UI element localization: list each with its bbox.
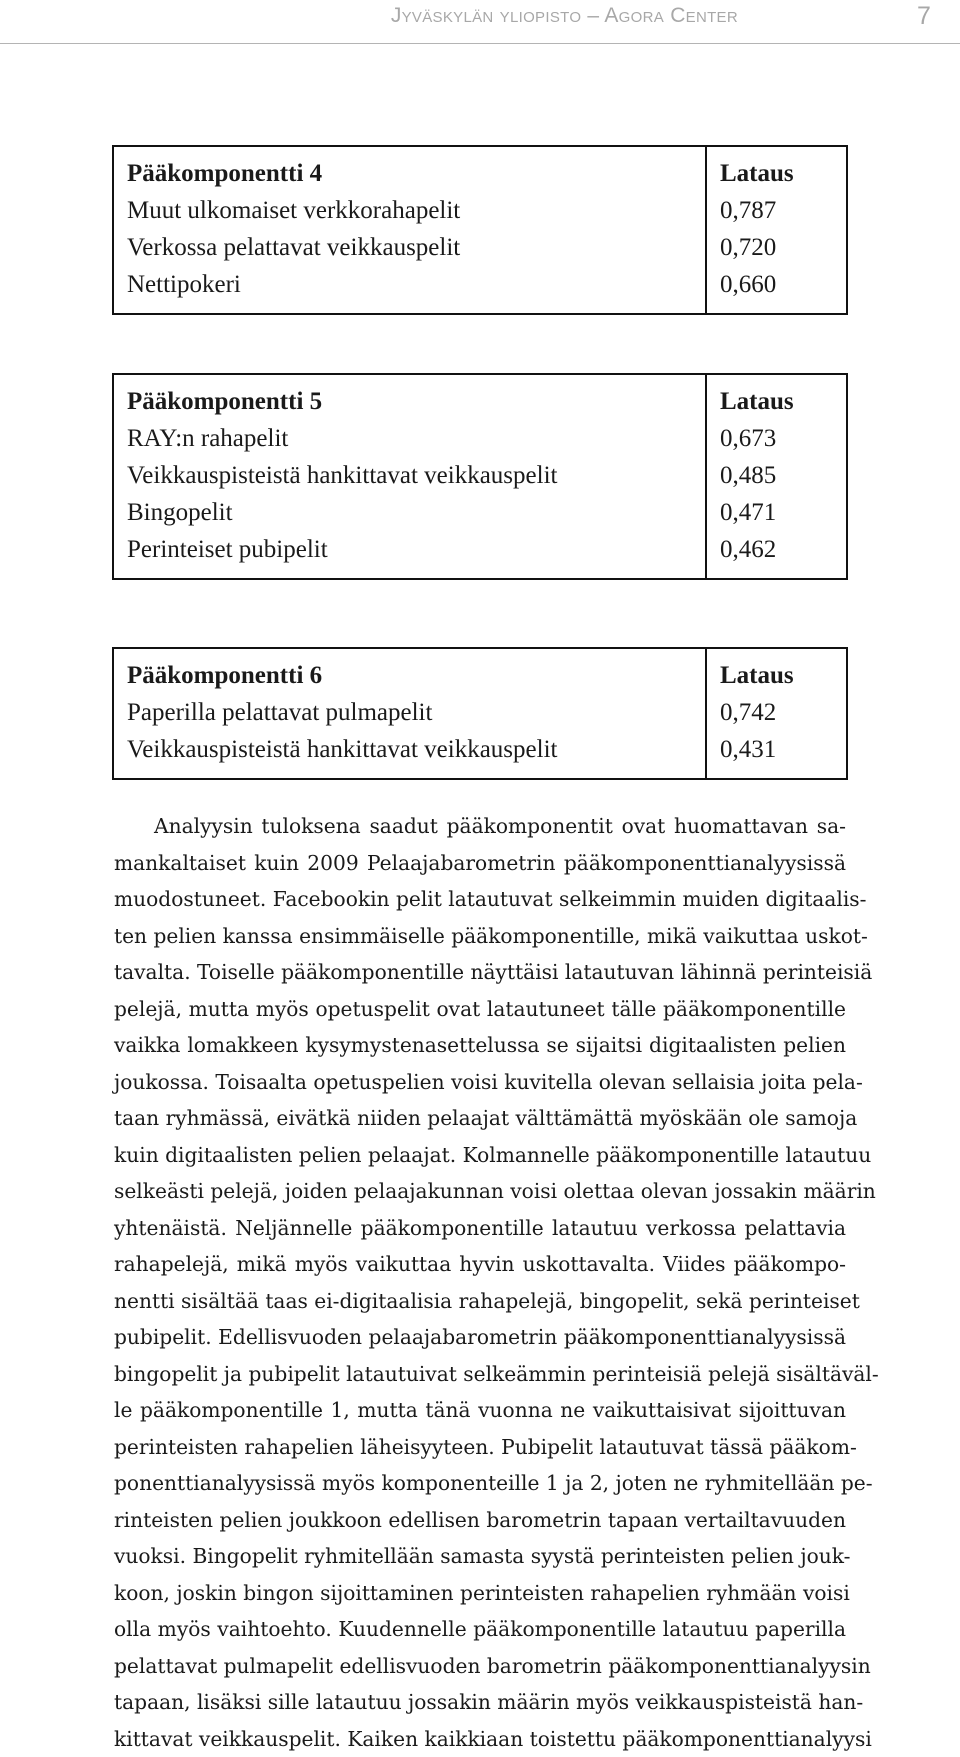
loading-heading: Lataus (706, 147, 846, 192)
text-line: ten pelien kanssa ensimmäiselle pääkomponentille, mikä vaikuttaa uskot- (114, 918, 846, 955)
text-line: bingopelit ja pubipelit latautuivat selkeämmin perinteisiä pelejä sisältäväl- (114, 1356, 846, 1393)
header-divider (0, 43, 960, 44)
table-row (114, 731, 846, 778)
text-line: yhtenäistä. Neljännelle pääkomponentille latautuu verkossa pelattavia (114, 1210, 846, 1247)
body-paragraph (114, 808, 846, 1757)
text-line: ponenttianalyysissä myös komponenteille 1 ja 2, joten ne ryhmitellään pe- (114, 1465, 846, 1502)
text-line: olla myös vaihtoehto. Kuudennelle pääkomponentille latautuu paperilla (114, 1611, 846, 1648)
running-header-title: Jyväskylän yliopisto – Agora Center (0, 4, 738, 28)
loading-cell: 0,485 (706, 457, 846, 494)
loading-cell: 0,673 (706, 420, 846, 457)
text-line: vaikka lomakkeen kysymystenasettelussa se sijaitsi digitaalisten pelien (114, 1027, 846, 1064)
table-row (114, 229, 846, 266)
component-heading: Pääkomponentti 4 (114, 147, 706, 192)
table-row (114, 192, 846, 229)
text-line: tapaan, lisäksi sille latautuu jossakin määrin myös veikkauspisteistä han- (114, 1684, 846, 1721)
text-line: mankaltaiset kuin 2009 Pelaajabarometrin pääkomponenttianalyysissä (114, 845, 846, 882)
item-cell: Muut ulkomaiset verkkorahapelit (114, 192, 706, 229)
loading-cell: 0,462 (706, 531, 846, 578)
table-row (114, 266, 846, 313)
item-cell: Bingopelit (114, 494, 706, 531)
loading-cell: 0,471 (706, 494, 846, 531)
component-5-table (114, 375, 846, 578)
text-line: kittavat veikkauspelit. Kaiken kaikkiaan toistettu pääkomponenttianalyysi (114, 1721, 846, 1757)
table-row (114, 694, 846, 731)
item-cell: Veikkauspisteistä hankittavat veikkauspelit (114, 457, 706, 494)
item-cell: RAY:n rahapelit (114, 420, 706, 457)
text-line: selkeästi pelejä, joiden pelaajakunnan voisi olettaa olevan jossakin määrin (114, 1173, 846, 1210)
item-cell: Veikkauspisteistä hankittavat veikkauspelit (114, 731, 706, 778)
text-line: koon, joskin bingon sijoittaminen perinteisten rahapelien ryhmään voisi (114, 1575, 846, 1612)
text-line: pelattavat pulmapelit edellisvuoden barometrin pääkomponenttianalyysin (114, 1648, 846, 1685)
text-line: kuin digitaalisten pelien pelaajat. Kolmannelle pääkomponentille latautuu (114, 1137, 846, 1174)
text-line: le pääkomponentille 1, mutta tänä vuonna ne vaikuttaisivat sijoittuvan (114, 1392, 846, 1429)
text-line: rinteisten pelien joukkoon edellisen barometrin tapaan vertailtavuuden (114, 1502, 846, 1539)
text-line: pelejä, mutta myös opetuspelit ovat latautuneet tälle pääkomponentille (114, 991, 846, 1028)
page-header (0, 0, 960, 46)
component-6-table (114, 649, 846, 778)
loading-cell: 0,787 (706, 192, 846, 229)
table-header-row (114, 147, 846, 192)
table-header-row (114, 375, 846, 420)
table-row (114, 420, 846, 457)
loading-heading: Lataus (706, 375, 846, 420)
loading-cell: 0,431 (706, 731, 846, 778)
text-line: perinteisten rahapelien läheisyyteen. Pubipelit latautuvat tässä pääkom- (114, 1429, 846, 1466)
table-header-row (114, 649, 846, 694)
page-number: 7 (917, 2, 931, 31)
text-line: joukossa. Toisaalta opetuspelien voisi kuvitella olevan sellaisia joita pela- (114, 1064, 846, 1101)
text-line: nentti sisältää taas ei-digitaalisia rahapelejä, bingopelit, sekä perinteiset (114, 1283, 846, 1320)
table-row (114, 531, 846, 578)
item-cell: Nettipokeri (114, 266, 706, 313)
text-line: muodostuneet. Facebookin pelit latautuvat selkeimmin muiden digitaalis- (114, 881, 846, 918)
table-row (114, 494, 846, 531)
table-row (114, 457, 846, 494)
text-line: vuoksi. Bingopelit ryhmitellään samasta syystä perinteisten pelien jouk- (114, 1538, 846, 1575)
loading-cell: 0,720 (706, 229, 846, 266)
component-heading: Pääkomponentti 5 (114, 375, 706, 420)
component-heading: Pääkomponentti 6 (114, 649, 706, 694)
loading-heading: Lataus (706, 649, 846, 694)
loading-cell: 0,660 (706, 266, 846, 313)
component-4-table (114, 147, 846, 313)
text-line: taan ryhmässä, eivätkä niiden pelaajat välttämättä myöskään ole samoja (114, 1100, 846, 1137)
item-cell: Paperilla pelattavat pulmapelit (114, 694, 706, 731)
loading-cell: 0,742 (706, 694, 846, 731)
text-line: pubipelit. Edellisvuoden pelaajabarometrin pääkomponenttianalyysissä (114, 1319, 846, 1356)
text-line: Analyysin tuloksena saadut pääkomponentit ovat huomattavan sa- (114, 808, 846, 845)
text-line: rahapelejä, mikä myös vaikuttaa hyvin uskottavalta. Viides pääkompo- (114, 1246, 846, 1283)
item-cell: Verkossa pelattavat veikkauspelit (114, 229, 706, 266)
item-cell: Perinteiset pubipelit (114, 531, 706, 578)
text-line: tavalta. Toiselle pääkomponentille näyttäisi latautuvan lähinnä perinteisiä (114, 954, 846, 991)
